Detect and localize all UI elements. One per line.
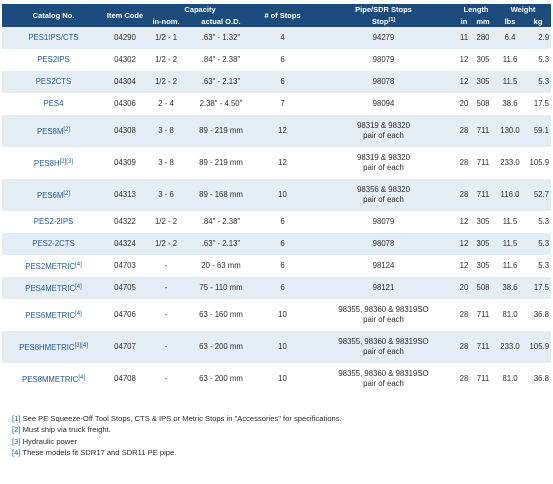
catalog-link[interactable]: PES8HMETRIC bbox=[19, 343, 75, 352]
actual-od-cell: 89 - 219 mm bbox=[187, 115, 255, 147]
catalog-link[interactable]: PES2CTS bbox=[35, 77, 72, 86]
weight-lbs-cell: 130.0 bbox=[495, 115, 525, 147]
actual-od-cell: 63 - 160 mm bbox=[187, 299, 255, 331]
catalog-cell bbox=[2, 71, 105, 93]
actual-od-cell: 89 - 168 mm bbox=[187, 179, 255, 211]
length-mm-cell: 305 bbox=[471, 71, 495, 93]
weight-lbs-cell: 11.6 bbox=[495, 49, 525, 71]
item-code-cell: 04707 bbox=[105, 331, 145, 363]
weight-kg-cell: 5.3 bbox=[525, 255, 551, 277]
table-row bbox=[2, 179, 551, 211]
length-in-cell: 12 bbox=[457, 233, 471, 255]
length-mm-cell: 711 bbox=[471, 331, 495, 363]
stop-numbers: 98319 & 98320 bbox=[357, 121, 410, 130]
header-catalog-no: Catalog No. bbox=[2, 4, 105, 27]
header-stop-footnote: [1] bbox=[388, 17, 396, 23]
stop-cell bbox=[310, 147, 457, 179]
item-code-cell: 04304 bbox=[105, 71, 145, 93]
table-row bbox=[2, 71, 551, 93]
stop-numbers: 98121 bbox=[372, 283, 395, 292]
header-item-code: Item Code bbox=[105, 4, 145, 27]
actual-od-cell: .84" - 2.38" bbox=[187, 211, 255, 233]
footnote-text: See PE Squeeze-Off Tool Stops, CTS & IPS or Metric Stops in "Accessories" for specifications. bbox=[20, 414, 342, 423]
weight-lbs-cell: 11.5 bbox=[495, 71, 525, 93]
header-length: Length bbox=[457, 4, 495, 15]
footnote-ref[interactable]: [4] bbox=[75, 262, 82, 268]
length-mm-cell: 305 bbox=[471, 49, 495, 71]
length-in-cell: 12 bbox=[457, 49, 471, 71]
stop-qualifier: pair of each bbox=[363, 163, 404, 172]
footnote-ref[interactable]: [3][4] bbox=[74, 343, 88, 349]
item-code-cell: 04308 bbox=[105, 115, 145, 147]
num-stops-cell: 6 bbox=[255, 211, 310, 233]
length-mm-cell: 711 bbox=[471, 299, 495, 331]
weight-kg-cell: 5.3 bbox=[525, 211, 551, 233]
num-stops-cell: 4 bbox=[255, 27, 310, 49]
catalog-cell bbox=[2, 147, 105, 179]
weight-kg-cell: 105.9 bbox=[525, 147, 551, 179]
actual-od-cell: 63 - 200 mm bbox=[187, 363, 255, 395]
weight-lbs-cell: 38.6 bbox=[495, 93, 525, 115]
in-nom-cell: - bbox=[145, 363, 187, 395]
footnote-marker: [1] bbox=[12, 414, 21, 423]
catalog-link[interactable]: PES2IPS bbox=[37, 55, 70, 64]
catalog-link[interactable]: PES1IPS/CTS bbox=[28, 33, 79, 42]
weight-kg-cell: 36.8 bbox=[525, 299, 551, 331]
weight-lbs-cell: 38.6 bbox=[495, 277, 525, 299]
footnote-line bbox=[12, 436, 342, 447]
length-in-cell: 28 bbox=[457, 115, 471, 147]
weight-lbs-cell: 6.4 bbox=[495, 27, 525, 49]
in-nom-cell: - bbox=[145, 299, 187, 331]
table-row bbox=[2, 331, 551, 363]
header-actual-od: actual O.D. bbox=[187, 15, 255, 27]
in-nom-cell: 1/2 - 2 bbox=[145, 233, 187, 255]
table-row bbox=[2, 363, 551, 395]
in-nom-cell: - bbox=[145, 331, 187, 363]
header-in-nom: in-nom. bbox=[145, 15, 187, 27]
stop-numbers: 98355, 98360 & 98319SO bbox=[338, 305, 429, 314]
stop-cell bbox=[310, 233, 457, 255]
length-in-cell: 11 bbox=[457, 27, 471, 49]
stop-cell bbox=[310, 255, 457, 277]
footnote-marker: [2] bbox=[12, 425, 21, 435]
actual-od-cell: .63" - 2.13" bbox=[187, 233, 255, 255]
weight-kg-cell: 59.1 bbox=[525, 115, 551, 147]
table-row bbox=[2, 299, 551, 331]
footnote-text: These models fit SDR17 and SDR11 PE pipe. bbox=[20, 447, 177, 457]
weight-lbs-cell: 81.0 bbox=[495, 363, 525, 395]
table-row bbox=[2, 147, 551, 179]
catalog-cell bbox=[2, 277, 105, 299]
stop-numbers: 98078 bbox=[372, 239, 395, 248]
item-code-cell: 04306 bbox=[105, 93, 145, 115]
weight-kg-cell: 105.9 bbox=[525, 331, 551, 363]
stop-cell bbox=[310, 115, 457, 147]
item-code-cell: 04708 bbox=[105, 363, 145, 395]
item-code-cell: 04703 bbox=[105, 255, 145, 277]
footnotes bbox=[12, 413, 342, 458]
catalog-link[interactable]: PES2-2CTS bbox=[32, 239, 75, 248]
stop-qualifier: pair of each bbox=[363, 379, 404, 388]
item-code-cell: 04302 bbox=[105, 49, 145, 71]
actual-od-cell: 89 - 219 mm bbox=[187, 147, 255, 179]
header-len-mm: mm bbox=[471, 15, 495, 27]
actual-od-cell: .84" - 2.38" bbox=[187, 49, 255, 71]
stop-cell bbox=[310, 179, 457, 211]
catalog-cell bbox=[2, 363, 105, 395]
num-stops-cell: 10 bbox=[255, 299, 310, 331]
length-in-cell: 28 bbox=[457, 179, 471, 211]
footnote-marker: [4] bbox=[12, 447, 21, 457]
stop-numbers: 98355, 98360 & 98319SO bbox=[338, 369, 429, 378]
stop-cell bbox=[310, 27, 457, 49]
in-nom-cell: 1/2 - 2 bbox=[145, 49, 187, 71]
footnote-ref[interactable]: [2][3] bbox=[59, 159, 73, 165]
num-stops-cell: 12 bbox=[255, 115, 310, 147]
length-in-cell: 28 bbox=[457, 363, 471, 395]
item-code-cell: 04309 bbox=[105, 147, 145, 179]
weight-lbs-cell: 116.0 bbox=[495, 179, 525, 211]
length-mm-cell: 305 bbox=[471, 211, 495, 233]
table-row bbox=[2, 255, 551, 277]
length-in-cell: 12 bbox=[457, 71, 471, 93]
footnote-ref[interactable]: [4] bbox=[75, 284, 82, 290]
stop-qualifier: pair of each bbox=[363, 347, 404, 356]
in-nom-cell: - bbox=[145, 277, 187, 299]
header-len-in: in bbox=[457, 15, 471, 27]
stop-qualifier: pair of each bbox=[363, 131, 404, 140]
length-in-cell: 12 bbox=[457, 211, 471, 233]
item-code-cell: 04290 bbox=[105, 27, 145, 49]
catalog-link[interactable]: PES6METRIC bbox=[25, 311, 76, 320]
table-row bbox=[2, 27, 551, 49]
num-stops-cell: 6 bbox=[255, 49, 310, 71]
in-nom-cell: 3 - 8 bbox=[145, 147, 187, 179]
in-nom-cell: 1/2 - 1 bbox=[145, 27, 187, 49]
catalog-link[interactable]: PES2-2IPS bbox=[33, 217, 74, 226]
stop-cell bbox=[310, 211, 457, 233]
catalog-cell bbox=[2, 93, 105, 115]
table-body bbox=[2, 27, 551, 395]
item-code-cell: 04324 bbox=[105, 233, 145, 255]
length-mm-cell: 305 bbox=[471, 255, 495, 277]
stop-numbers: 98079 bbox=[372, 55, 395, 64]
in-nom-cell: 1/2 - 2 bbox=[145, 71, 187, 93]
weight-kg-cell: 17.5 bbox=[525, 277, 551, 299]
header-num-stops: # of Stops bbox=[255, 4, 310, 27]
length-in-cell: 20 bbox=[457, 277, 471, 299]
header-capacity: Capacity bbox=[145, 4, 255, 15]
length-mm-cell: 711 bbox=[471, 115, 495, 147]
catalog-link[interactable]: PES8M bbox=[36, 127, 64, 136]
header-lbs: lbs bbox=[495, 15, 525, 27]
footnote-line bbox=[12, 447, 342, 458]
catalog-link[interactable]: PES8MMETRIC bbox=[22, 375, 79, 384]
stop-cell bbox=[310, 49, 457, 71]
in-nom-cell: - bbox=[145, 255, 187, 277]
stop-cell bbox=[310, 93, 457, 115]
num-stops-cell: 10 bbox=[255, 331, 310, 363]
actual-od-cell: .63" - 2.13" bbox=[187, 71, 255, 93]
catalog-cell bbox=[2, 49, 105, 71]
weight-lbs-cell: 11.5 bbox=[495, 211, 525, 233]
length-mm-cell: 305 bbox=[471, 233, 495, 255]
catalog-cell bbox=[2, 233, 105, 255]
stop-numbers: 98319 & 98320 bbox=[357, 153, 410, 162]
stop-cell bbox=[310, 71, 457, 93]
weight-kg-cell: 52.7 bbox=[525, 179, 551, 211]
length-mm-cell: 508 bbox=[471, 93, 495, 115]
actual-od-cell: 75 - 110 mm bbox=[187, 277, 255, 299]
stop-numbers: 98355, 98360 & 98319SO bbox=[338, 337, 429, 346]
catalog-cell bbox=[2, 299, 105, 331]
footnote-marker: [3] bbox=[12, 436, 21, 446]
num-stops-cell: 6 bbox=[255, 277, 310, 299]
footnote-text: Hydraulic power bbox=[20, 436, 78, 446]
stop-numbers: 98079 bbox=[372, 217, 395, 226]
header-stop bbox=[310, 15, 457, 27]
header-stop-label: Stop bbox=[371, 17, 389, 26]
catalog-link[interactable]: PES8H bbox=[34, 159, 60, 168]
num-stops-cell: 10 bbox=[255, 179, 310, 211]
stop-qualifier: pair of each bbox=[363, 195, 404, 204]
length-in-cell: 12 bbox=[457, 255, 471, 277]
num-stops-cell: 6 bbox=[255, 233, 310, 255]
header-pipe-sdr-stops: Pipe/SDR Stops bbox=[310, 4, 457, 15]
catalog-link[interactable]: PES4METRIC bbox=[25, 284, 76, 293]
weight-kg-cell: 17.5 bbox=[525, 93, 551, 115]
weight-lbs-cell: 11.5 bbox=[495, 233, 525, 255]
length-mm-cell: 280 bbox=[471, 27, 495, 49]
table-row bbox=[2, 211, 551, 233]
table-row bbox=[2, 277, 551, 299]
catalog-cell bbox=[2, 179, 105, 211]
weight-kg-cell: 5.3 bbox=[525, 49, 551, 71]
stop-cell bbox=[310, 363, 457, 395]
stop-cell bbox=[310, 299, 457, 331]
weight-lbs-cell: 233.0 bbox=[495, 147, 525, 179]
footnote-ref[interactable]: [2] bbox=[63, 191, 71, 197]
stop-numbers: 98078 bbox=[372, 77, 395, 86]
table-row bbox=[2, 93, 551, 115]
item-code-cell: 04313 bbox=[105, 179, 145, 211]
table-row bbox=[2, 115, 551, 147]
item-code-cell: 04705 bbox=[105, 277, 145, 299]
table-row bbox=[2, 49, 551, 71]
catalog-cell bbox=[2, 331, 105, 363]
item-code-cell: 04706 bbox=[105, 299, 145, 331]
header-weight: Weight bbox=[495, 4, 551, 15]
in-nom-cell: 3 - 6 bbox=[145, 179, 187, 211]
weight-lbs-cell: 11.6 bbox=[495, 255, 525, 277]
footnote-ref[interactable]: [4] bbox=[78, 375, 85, 381]
catalog-link[interactable]: PES4 bbox=[43, 99, 64, 108]
stop-numbers: 98094 bbox=[372, 99, 395, 108]
table-header bbox=[2, 4, 551, 27]
length-mm-cell: 711 bbox=[471, 147, 495, 179]
table-row bbox=[2, 233, 551, 255]
catalog-cell bbox=[2, 211, 105, 233]
item-code-cell: 04322 bbox=[105, 211, 145, 233]
in-nom-cell: 2 - 4 bbox=[145, 93, 187, 115]
catalog-link[interactable]: PES2METRIC bbox=[25, 262, 76, 271]
footnote-ref[interactable]: [4] bbox=[75, 311, 82, 317]
footnote-text: Must ship via truck freight. bbox=[20, 425, 111, 435]
catalog-cell bbox=[2, 255, 105, 277]
in-nom-cell: 1/2 - 2 bbox=[145, 211, 187, 233]
actual-od-cell: 63 - 200 mm bbox=[187, 331, 255, 363]
in-nom-cell: 3 - 8 bbox=[145, 115, 187, 147]
num-stops-cell: 6 bbox=[255, 255, 310, 277]
stop-qualifier: pair of each bbox=[363, 315, 404, 324]
length-mm-cell: 711 bbox=[471, 179, 495, 211]
stop-numbers: 98356 & 98320 bbox=[357, 185, 410, 194]
catalog-link[interactable]: PES6M bbox=[36, 191, 64, 200]
weight-lbs-cell: 81.0 bbox=[495, 299, 525, 331]
footnote-ref[interactable]: [2] bbox=[63, 127, 71, 133]
num-stops-cell: 10 bbox=[255, 363, 310, 395]
length-in-cell: 28 bbox=[457, 331, 471, 363]
stop-numbers: 94279 bbox=[372, 33, 395, 42]
weight-kg-cell: 2.9 bbox=[525, 27, 551, 49]
footnote-line bbox=[12, 413, 342, 424]
actual-od-cell: 20 - 63 mm bbox=[187, 255, 255, 277]
length-mm-cell: 508 bbox=[471, 277, 495, 299]
weight-lbs-cell: 233.0 bbox=[495, 331, 525, 363]
length-in-cell: 28 bbox=[457, 147, 471, 179]
spec-table bbox=[2, 4, 551, 395]
weight-kg-cell: 5.3 bbox=[525, 233, 551, 255]
stop-cell bbox=[310, 277, 457, 299]
length-in-cell: 28 bbox=[457, 299, 471, 331]
stop-cell bbox=[310, 331, 457, 363]
catalog-cell bbox=[2, 27, 105, 49]
num-stops-cell: 12 bbox=[255, 147, 310, 179]
actual-od-cell: .63" - 1.32" bbox=[187, 27, 255, 49]
actual-od-cell: 2.38" - 4.50" bbox=[187, 93, 255, 115]
num-stops-cell: 7 bbox=[255, 93, 310, 115]
stop-numbers: 98124 bbox=[372, 261, 395, 270]
weight-kg-cell: 36.8 bbox=[525, 363, 551, 395]
length-in-cell: 20 bbox=[457, 93, 471, 115]
length-mm-cell: 711 bbox=[471, 363, 495, 395]
weight-kg-cell: 5.3 bbox=[525, 71, 551, 93]
num-stops-cell: 6 bbox=[255, 71, 310, 93]
footnote-line bbox=[12, 424, 342, 435]
header-kg: kg bbox=[525, 15, 551, 27]
catalog-cell bbox=[2, 115, 105, 147]
